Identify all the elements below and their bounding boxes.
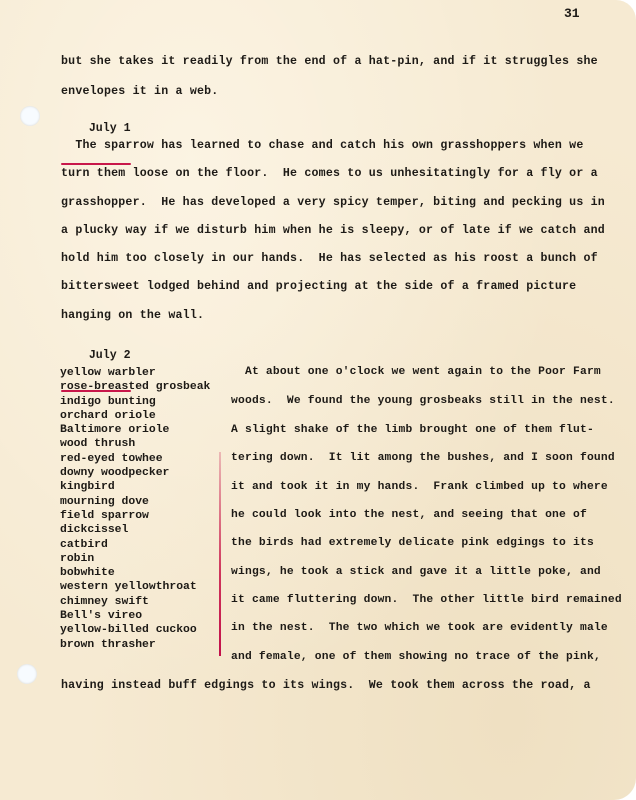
text-line: The sparrow has learned to chase and catch his own grasshoppers when we (61, 139, 584, 152)
list-item: chimney swift (60, 595, 149, 608)
list-item: red-eyed towhee (60, 452, 163, 465)
text-line: woods. We found the young grosbeaks still in the nest. (231, 395, 615, 407)
list-item: orchard oriole (60, 409, 156, 422)
text-line: turn them loose on the floor. He comes to us unhesitatingly for a fly or a (61, 167, 598, 180)
text-line: the birds had extremely delicate pink edgings to its (231, 537, 594, 549)
text-line: hanging on the wall. (61, 309, 205, 322)
binder-hole-bottom (17, 664, 37, 684)
text-line: it came fluttering down. The other little bird remained (231, 594, 622, 606)
red-underline (61, 163, 131, 165)
list-item: wood thrush (60, 438, 136, 451)
text-line: having instead buff edgings to its wings. We took them across the road, a (61, 679, 591, 692)
text-line: bittersweet lodged behind and projecting at the side of a framed picture (61, 280, 577, 293)
list-item: downy woodpecker (60, 467, 170, 480)
entry-heading-july-1 (61, 109, 131, 161)
bird-species-list (60, 366, 210, 652)
text-line: in the nest. The two which we took are evidently male (231, 622, 608, 634)
list-item: kingbird (60, 481, 115, 494)
list-item: catbird (60, 538, 108, 551)
binder-hole-top (20, 106, 40, 126)
text-line: envelopes it in a web. (61, 85, 219, 98)
text-line: hold him too closely in our hands. He has selected as his roost a bunch of (61, 252, 598, 265)
text-line: tering down. It lit among the bushes, and I soon found (231, 452, 615, 464)
text-line: a plucky way if we disturb him when he is sleepy, or of late if we catch and (61, 224, 605, 237)
text-line: and female, one of them showing no trace of the pink, (231, 651, 601, 663)
text-line: A slight shake of the limb brought one of them flut- (231, 424, 594, 436)
heading-text: July 1 (88, 122, 131, 135)
list-item: Baltimore oriole (60, 424, 170, 437)
list-item: indigo bunting (60, 395, 156, 408)
list-item: yellow-billed cuckoo (60, 624, 197, 637)
list-item: western yellowthroat (60, 581, 197, 594)
text-line: it and took it in my hands. Frank climbed up to where (231, 481, 608, 493)
text-line: but she takes it readily from the end of a hat-pin, and if it struggles she (61, 55, 598, 68)
text-line: he could look into the nest, and seeing that one of (231, 509, 587, 521)
list-item: rose-breasted grosbeak (60, 381, 211, 394)
list-item: yellow warbler (60, 367, 156, 379)
list-item: dickcissel (60, 524, 129, 537)
text-line: wings, he took a stick and gave it a little poke, and (231, 566, 601, 578)
list-item: mourning dove (60, 495, 149, 508)
text-line: At about one o'clock we went again to the Poor Farm (231, 366, 601, 378)
text-line: grasshopper. He has developed a very spicy temper, biting and pecking us in (61, 196, 605, 209)
red-margin-line (219, 452, 221, 656)
heading-text: July 2 (88, 349, 131, 362)
list-item: field sparrow (60, 509, 149, 522)
list-item: brown thrasher (60, 638, 156, 651)
list-item: robin (60, 552, 95, 565)
list-item: Bell's vireo (60, 610, 143, 623)
list-item: bobwhite (60, 567, 115, 580)
page-number: 31 (564, 6, 580, 21)
